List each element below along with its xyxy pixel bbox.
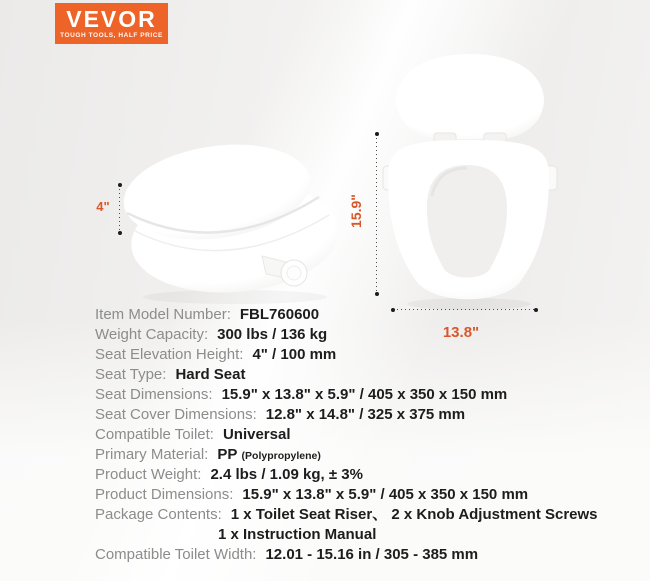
dimension-line-side-height	[119, 185, 120, 233]
spec-value: 15.9" x 13.8" x 5.9" / 405 x 350 x 150 mm	[221, 386, 508, 403]
spec-label: Package Contents:	[95, 506, 222, 523]
spec-value: 1 x Toilet Seat Riser、 2 x Knob Adjustment Screws	[230, 506, 598, 523]
spec-row-product-dimensions	[95, 485, 598, 505]
spec-row-compatible-toilet	[95, 425, 598, 445]
spec-label: Compatible Toilet Width:	[95, 546, 257, 563]
spec-value: Universal	[222, 426, 291, 443]
spec-label: Seat Cover Dimensions:	[95, 406, 257, 423]
spec-row-product-weight	[95, 465, 598, 485]
spec-row-package-contents	[95, 505, 598, 525]
spec-value-note: (Polypropylene)	[241, 450, 321, 462]
spec-value: 12.01 - 15.16 in / 305 - 385 mm	[265, 546, 479, 563]
brand-logo	[55, 3, 168, 44]
spec-value: FBL760600	[239, 306, 320, 323]
spec-value: 2.4 lbs / 1.09 kg, ± 3%	[210, 466, 363, 483]
spec-value: PP	[217, 446, 238, 463]
spec-row-compatible-toilet-width	[95, 545, 598, 565]
seat-lid-open	[396, 54, 544, 139]
spec-label: Seat Dimensions:	[95, 386, 213, 403]
dimension-line-top-length	[376, 134, 377, 294]
spec-label: Primary Material:	[95, 446, 209, 463]
product-image-side-view	[105, 135, 350, 310]
spec-label: Item Model Number:	[95, 306, 231, 323]
dimension-label-top-length: 15.9"	[348, 194, 364, 228]
spec-row-primary-material	[95, 445, 598, 465]
spec-value: 12.8" x 14.8" / 325 x 375 mm	[265, 406, 466, 423]
spec-value: Hard Seat	[175, 366, 246, 383]
brand-tagline: TOUGH TOOLS, HALF PRICE	[60, 32, 163, 39]
spec-row-model-number	[95, 305, 598, 325]
spec-label: Product Weight:	[95, 466, 202, 483]
spec-value: 1 x Instruction Manual	[218, 526, 377, 543]
dimension-label-top-width: 13.8"	[442, 324, 480, 341]
spec-list	[95, 305, 598, 565]
spec-value: 4" / 100 mm	[252, 346, 337, 363]
dimension-label-side-height: 4"	[96, 199, 110, 214]
spec-row-package-contents-line2	[95, 525, 598, 545]
spec-label: Seat Type:	[95, 366, 167, 383]
spec-value: 300 lbs / 136 kg	[217, 326, 328, 343]
spec-row-seat-cover-dimensions	[95, 405, 598, 425]
spec-row-seat-dimensions	[95, 385, 598, 405]
spec-row-seat-type	[95, 365, 598, 385]
product-image-top-view	[378, 48, 562, 314]
brand-name: VEVOR	[66, 6, 157, 32]
spec-label: Product Dimensions:	[95, 486, 234, 503]
spec-row-weight-capacity	[95, 325, 598, 345]
spec-label: Compatible Toilet:	[95, 426, 214, 443]
spec-label: Seat Elevation Height:	[95, 346, 244, 363]
spec-value: 15.9" x 13.8" x 5.9" / 405 x 350 x 150 mm	[242, 486, 529, 503]
spec-row-seat-elevation-height	[95, 345, 598, 365]
spec-label: Weight Capacity:	[95, 326, 209, 343]
